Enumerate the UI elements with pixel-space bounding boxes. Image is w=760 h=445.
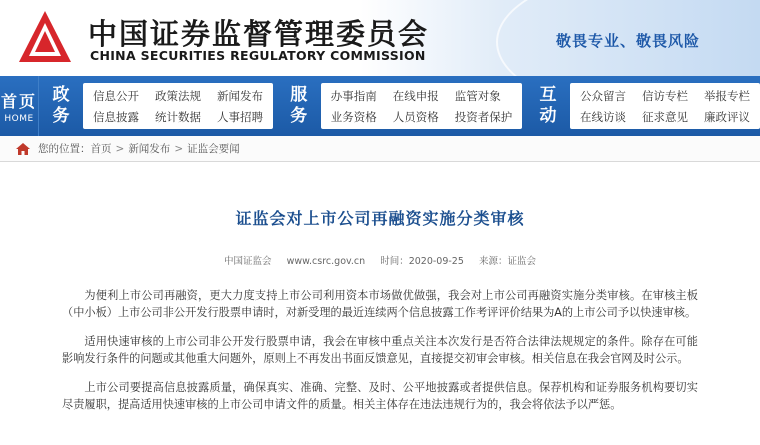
nav-link-business-qualification[interactable]: 业务资格: [330, 109, 377, 124]
breadcrumb-item-csrc-news[interactable]: 证监会要闻: [187, 143, 240, 155]
nav-links-hudong: [570, 83, 760, 129]
article-meta: [62, 253, 698, 267]
nav-link-service-guide[interactable]: 办事指南: [330, 88, 377, 103]
nav-link-public-message[interactable]: 公众留言: [579, 88, 626, 103]
nav-link-online-filing[interactable]: 在线申报: [392, 88, 439, 103]
nav-category-char: 动: [539, 106, 557, 126]
site-header: [0, 0, 760, 76]
nav-group-hudong: [526, 76, 760, 136]
nav-links-fuwu: [321, 83, 523, 129]
breadcrumb-prefix: 您的位置：: [38, 143, 91, 155]
nav-group-zhengwu: [39, 76, 273, 136]
nav-link-news-release[interactable]: 新闻发布: [217, 88, 264, 103]
nav-link-petition[interactable]: 信访专栏: [641, 88, 688, 103]
nav-link-info-disclosure[interactable]: 信息披露: [93, 109, 140, 124]
nav-link-integrity-review[interactable]: 廉政评议: [703, 109, 750, 124]
article-paragraph: 适用快速审核的上市公司非公开发行股票申请，我会在审核中重点关注本次发行是否符合法律法规规定的条件。除存在可能影响发行条件的问题或其他重大问题外，原则上不再发出书面反馈意见，直接提交初审会审核。相关信息在我会官网及时公示。: [62, 335, 698, 365]
nav-link-statistics[interactable]: 统计数据: [155, 109, 202, 124]
nav-links-zhengwu: [83, 83, 273, 129]
nav-category-zhengwu[interactable]: [39, 76, 83, 136]
nav-category-char: 互: [539, 85, 557, 105]
main-nav: [0, 76, 760, 136]
breadcrumb-separator: >: [174, 142, 184, 155]
nav-link-report[interactable]: 举报专栏: [703, 88, 750, 103]
nav-link-info-disclosure-public[interactable]: 信息公开: [93, 88, 140, 103]
nav-link-regulated-entities[interactable]: 监管对象: [454, 88, 501, 103]
org-name-en: CHINA SECURITIES REGULATORY COMMISSION: [90, 48, 426, 63]
nav-link-online-interview[interactable]: 在线访谈: [579, 109, 626, 124]
article-title: 证监会对上市公司再融资实施分类审核: [235, 209, 525, 228]
nav-category-hudong[interactable]: [526, 76, 570, 136]
nav-group-fuwu: [277, 76, 523, 136]
nav-category-char: 务: [290, 106, 308, 126]
nav-link-solicit-opinion[interactable]: 征求意见: [641, 109, 688, 124]
nav-home-button[interactable]: [0, 76, 39, 136]
article-paragraph: 上市公司要提高信息披露质量，确保真实、准确、完整、及时、公平地披露或者提供信息。保荐机构和证券服务机构要切实尽责履职，提高适用快速审核的上市公司申请文件的质量。相关主体存在违法违规行为的，我会将依法予以严惩。: [62, 381, 698, 411]
article-paragraph: 为便利上市公司再融资，更大力度支持上市公司利用资本市场做优做强，我会对上市公司再融资实施分类审核。在审核主板（中小板）上市公司非公开发行股票申请时，对新受理的最近连续两个信息披露工作考评评价结果为A的上市公司予以快速审核。: [62, 289, 698, 319]
breadcrumb-item-news[interactable]: 新闻发布: [128, 143, 171, 155]
nav-category-char: 政: [52, 85, 70, 105]
article-date: 时间：2020-09-25: [380, 256, 464, 267]
article-url[interactable]: www.csrc.gov.cn: [286, 256, 366, 267]
nav-category-char: 服: [290, 85, 308, 105]
nav-category-fuwu[interactable]: [277, 76, 321, 136]
nav-link-recruitment[interactable]: 人事招聘: [217, 109, 264, 124]
org-name-cn: 中国证券监督管理委员会: [88, 17, 430, 51]
article-origin: 来源：证监会: [478, 256, 536, 267]
slogan: 敬畏专业、敬畏风险: [555, 32, 700, 50]
breadcrumb: [0, 136, 760, 162]
home-icon: [16, 143, 30, 155]
nav-link-personnel-qualification[interactable]: 人员资格: [392, 109, 439, 124]
breadcrumb-item-home[interactable]: 首页: [90, 143, 112, 155]
article-source: 中国证监会: [224, 256, 272, 267]
nav-category-char: 务: [52, 106, 70, 126]
breadcrumb-separator: >: [115, 142, 125, 155]
csrc-logo-icon[interactable]: [16, 8, 74, 66]
article: [0, 206, 760, 413]
nav-home-label-en: HOME: [4, 113, 34, 124]
nav-link-investor-protection[interactable]: 投资者保护: [454, 109, 513, 124]
nav-link-policy-regulations[interactable]: 政策法规: [155, 88, 202, 103]
nav-home-label-cn: 首页: [1, 91, 38, 111]
